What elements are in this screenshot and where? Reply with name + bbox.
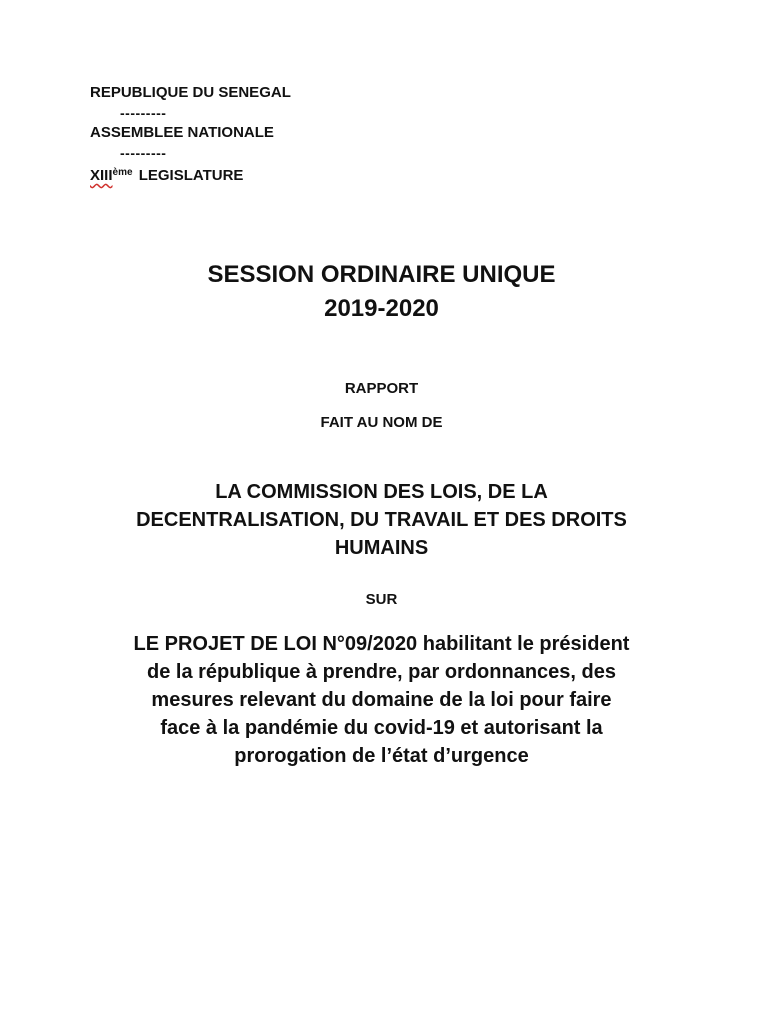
commission-line: DECENTRALISATION, DU TRAVAIL ET DES DROITS xyxy=(136,509,627,531)
separator: --------- xyxy=(120,145,167,161)
report-heading xyxy=(0,372,763,440)
institution-header xyxy=(90,84,291,185)
bill-title-line: de la république à prendre, par ordonnances, des xyxy=(146,661,616,683)
session-name: SESSION ORDINAIRE UNIQUE xyxy=(207,261,556,288)
report-label: RAPPORT xyxy=(344,380,419,397)
separator: --------- xyxy=(120,105,167,121)
legislature-number: XIII xyxy=(90,167,113,184)
legislature xyxy=(90,164,291,185)
session-years: 2019-2020 xyxy=(324,295,439,322)
report-on-behalf: FAIT AU NOM DE xyxy=(320,414,443,431)
commission-line: LA COMMISSION DES LOIS, DE LA xyxy=(215,481,548,503)
bill-title-line: face à la pandémie du covid-19 et autorisant la xyxy=(160,717,603,739)
republic-name: REPUBLIQUE DU SENEGAL xyxy=(90,84,291,101)
bill-title-line: mesures relevant du domaine de la loi pour faire xyxy=(151,689,612,711)
assembly-name: ASSEMBLEE NATIONALE xyxy=(90,124,274,141)
commission-line: HUMAINS xyxy=(334,537,429,559)
commission-name xyxy=(0,478,763,562)
session-title xyxy=(0,258,763,326)
sur-label: SUR xyxy=(365,591,398,608)
legislature-label: LEGISLATURE xyxy=(134,167,244,184)
bill-title-line: LE PROJET DE LOI N°09/2020 habilitant le président xyxy=(133,633,630,655)
legislature-superscript: ème xyxy=(112,167,133,178)
bill-title-line: prorogation de l’état d’urgence xyxy=(234,745,529,767)
bill-title xyxy=(0,630,763,770)
